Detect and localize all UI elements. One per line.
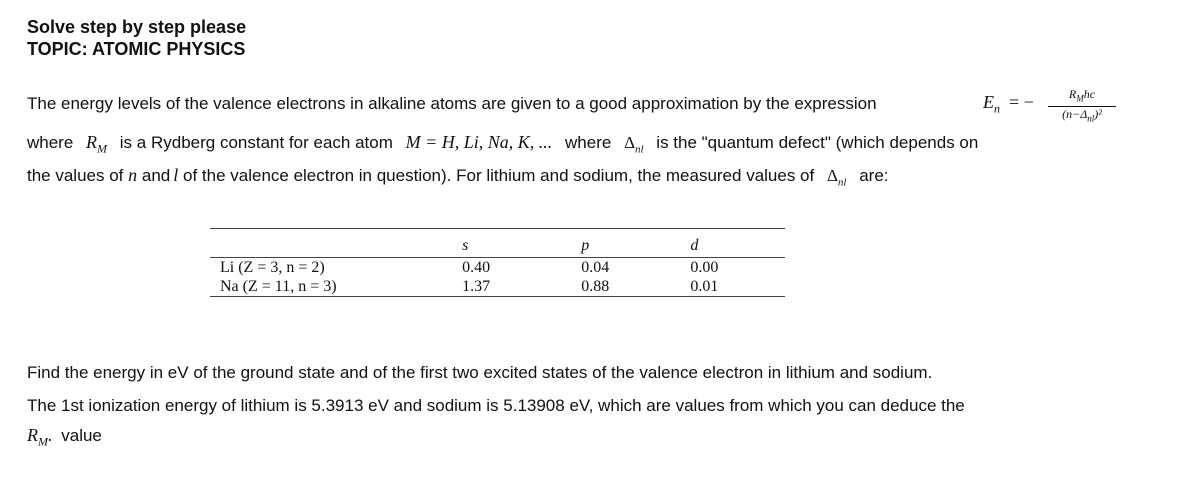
values-pre: the values of	[27, 166, 124, 185]
row-label: Na (Z = 11, n = 3)	[220, 277, 337, 295]
header-s: s	[462, 237, 469, 254]
energy-formula-lhs	[983, 92, 1034, 117]
rydberg-desc: is a Rydberg constant for each atom	[119, 133, 393, 152]
num-r-sub: M	[1076, 93, 1084, 104]
values-line	[27, 165, 889, 192]
delta-sub-2: nl	[837, 176, 847, 189]
value-text: value	[61, 426, 102, 445]
and-text: and	[141, 166, 171, 185]
delta-symbol	[624, 133, 644, 156]
q-rm-dot: .	[48, 425, 53, 445]
atoms-list: M = H, Li, Na, K, ...	[405, 132, 553, 152]
den-sub: nl	[1087, 113, 1095, 124]
quantum-defect-table	[210, 228, 785, 297]
header-line-1: Solve step by step please	[27, 17, 247, 37]
n-symbol: n	[128, 165, 138, 185]
table-row	[210, 277, 785, 297]
header-d: d	[690, 237, 699, 254]
question-line-2: The 1st ionization energy of lithium is 5.3913 eV and sodium is 5.13908 eV, which are values from which you can deduce the	[27, 396, 965, 415]
intro-text: The energy levels of the valence electrons in alkaline atoms are given to a good approximation by the expression	[27, 94, 877, 113]
delta-sub: nl	[635, 143, 644, 156]
q-rm-r: R	[27, 425, 38, 445]
den-start: (n−Δ	[1062, 107, 1088, 122]
q-rm-sub: M	[38, 434, 48, 449]
definition-line	[27, 132, 978, 159]
rm-sub: M	[97, 141, 108, 156]
delta-symbol-2	[826, 166, 847, 189]
delta-char-2: Δ	[826, 166, 838, 185]
cell-p: 0.04	[581, 258, 610, 276]
num-r: R	[1068, 87, 1077, 101]
cell-d: 0.00	[690, 258, 719, 276]
values-mid: of the valence electron in question). For lithium and sodium, the measured values of	[183, 166, 815, 185]
rydberg-symbol	[86, 132, 108, 156]
question-line-1: Find the energy in eV of the ground state and of the first two excited states of the valence electron in lithium and sodium.	[27, 363, 933, 382]
l-symbol: l	[173, 165, 179, 185]
where-text-2: where	[565, 133, 612, 152]
row-label: Li (Z = 3, n = 2)	[220, 258, 325, 276]
energy-formula-fraction	[1048, 88, 1116, 126]
rm-r: R	[86, 132, 98, 152]
header-label	[210, 229, 462, 258]
cell-s: 1.37	[462, 277, 491, 295]
fraction-denominator	[1048, 108, 1116, 125]
formula-equals: = −	[1009, 92, 1034, 112]
delta-char: Δ	[624, 133, 635, 152]
header-line-2: TOPIC: ATOMIC PHYSICS	[27, 39, 246, 59]
formula-e-sub: n	[994, 101, 1000, 116]
where-text: where	[27, 133, 74, 152]
table-row	[210, 258, 785, 278]
cell-d: 0.01	[690, 277, 719, 295]
rydberg-symbol-2	[27, 425, 53, 449]
header-p: p	[581, 237, 590, 254]
formula-e: E	[983, 92, 994, 112]
cell-s: 0.40	[462, 258, 491, 276]
quantum-defect-desc: is the "quantum defect" (which depends on	[656, 133, 979, 152]
num-hc: hc	[1083, 87, 1096, 101]
table-header-row	[210, 229, 785, 258]
fraction-numerator	[1048, 88, 1116, 105]
question-line-3	[27, 425, 102, 452]
den-end: )²	[1094, 107, 1102, 122]
are-text: are:	[859, 166, 889, 185]
cell-p: 0.88	[581, 277, 610, 295]
